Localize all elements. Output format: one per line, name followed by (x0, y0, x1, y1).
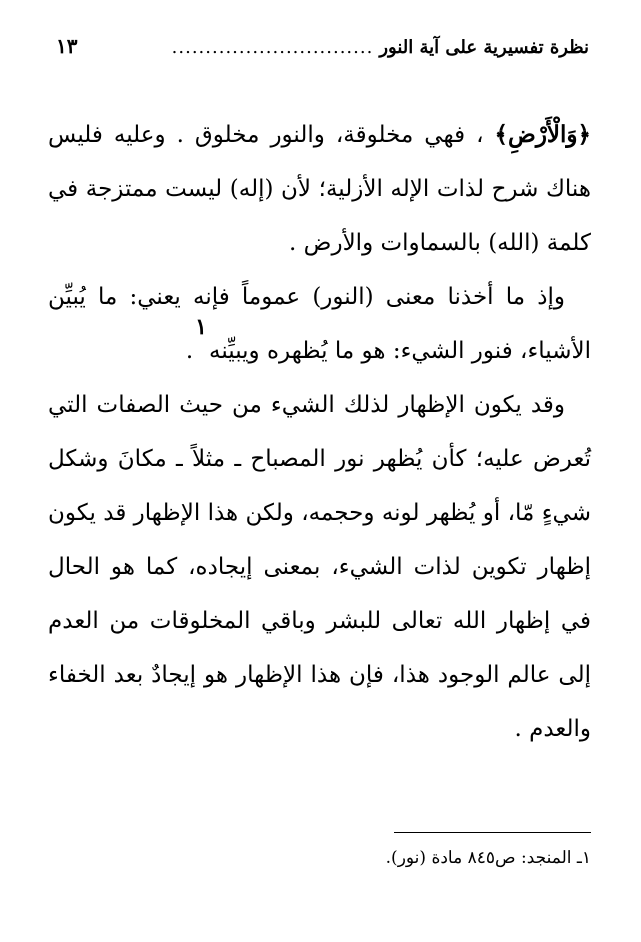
paragraph-2-end: . (185, 338, 194, 364)
header-leader-dots: .............................. (171, 37, 374, 58)
paragraph-1-text: ، فهي مخلوقة، والنور مخلوق . وعليه فليس هناك شرح لذات الإله الأزلية؛ لأن (إله) ليست ممتزجة في كلمة (الله) بالسماوات والأرض . (48, 122, 591, 256)
quran-verse: ﴿وَالْأَرْضِ﴾ (494, 121, 592, 148)
paragraph-2-text: وإذ ما أخذنا معنى (النور) عموماً فإنه يعني: ما يُبيِّن الأشياء، فنور الشيء: هو ما يُظهره ويبيِّنه (48, 284, 591, 364)
paragraph-3 (48, 378, 591, 756)
footnote-marker[interactable]: ١ (195, 314, 207, 340)
running-header (56, 34, 589, 58)
footnote: ١ـ المنجد: ص٨٤٥ مادة (نور). (385, 848, 591, 868)
header-title: نظرة تفسيرية على آية النور (379, 37, 589, 58)
page-number: ١٣ (56, 34, 78, 58)
main-text (48, 108, 591, 756)
paragraph-2 (48, 270, 591, 378)
footnote-divider (394, 832, 591, 833)
paragraph-3-text: وقد يكون الإظهار لذلك الشيء من حيث الصفات التي تُعرض عليه؛ كأن يُظهر نور المصباح ـ مثلاً ـ مكانَ وشكل شيءٍ مّا، أو يُظهر لونه وحجمه، ولكن هذا الإظهار قد يكون إظهار تكوين لذات الشيء، بمعنى إيجاده، كما هو الحال في إظهار الله تعالى للبشر وباقي المخلوقات من العدم إلى عالم الوجود هذا، فإن هذا الإظهار هو إيجادٌ بعد الخفاء والعدم . (48, 392, 592, 742)
paragraph-1 (48, 108, 591, 270)
